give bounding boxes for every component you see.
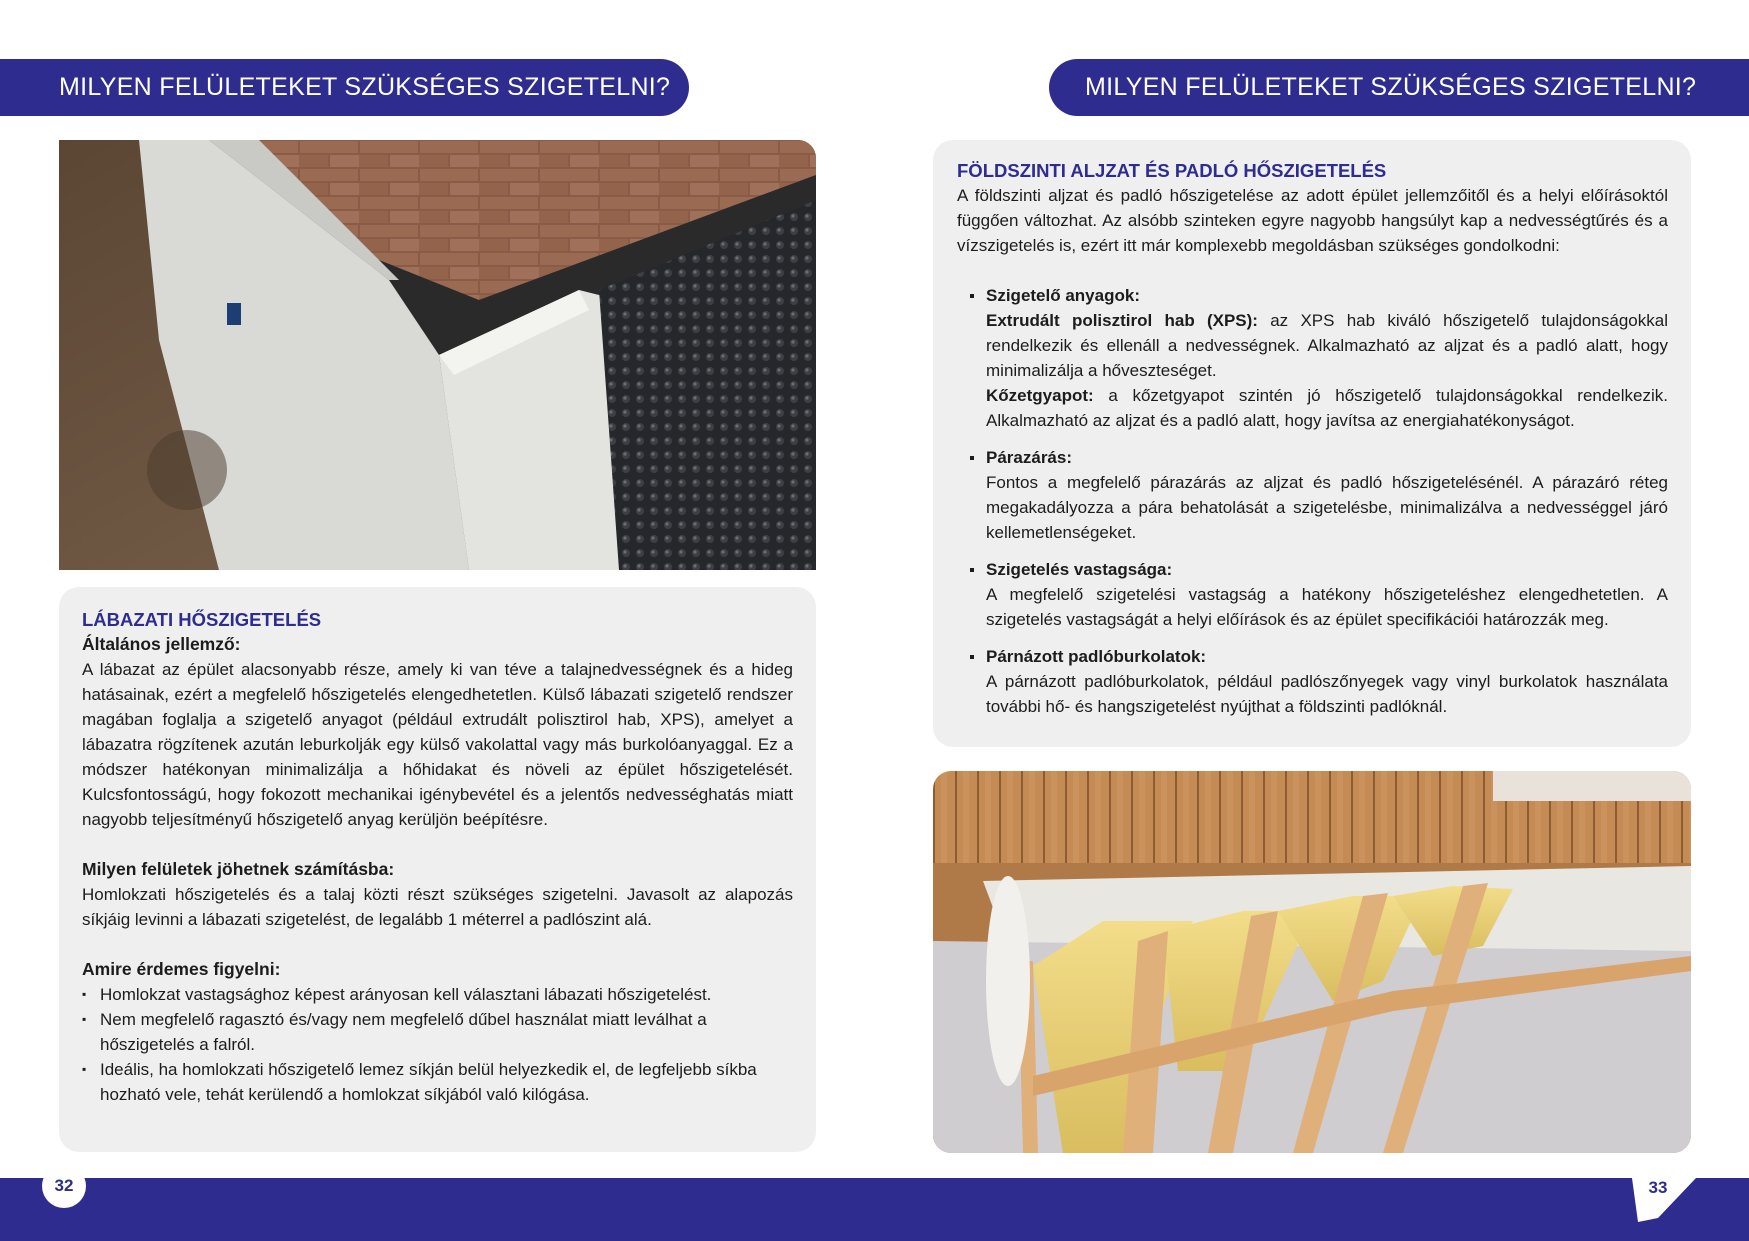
- item-heading: Szigetelés vastagsága:: [986, 560, 1173, 579]
- surfaces-heading: Milyen felületek jöhetnek számításba:: [82, 859, 395, 879]
- attention-heading: Amire érdemes figyelni:: [82, 959, 281, 979]
- basement-insulation-photo: [59, 140, 816, 570]
- xps-term: Extrudált polisztirol hab (XPS):: [986, 311, 1258, 330]
- list-item: [957, 283, 1668, 433]
- attention-list: [82, 982, 793, 1107]
- list-item: [957, 557, 1668, 632]
- item-heading: Párnázott padlóburkolatok:: [986, 647, 1207, 666]
- floor-insulation-card: [933, 140, 1691, 747]
- xps-text: az XPS hab kiváló hőszigetelő tulajdonságokkal rendelkezik és ellenáll a nedvességnek. Alkalmazható az aljzat és a padló alatt, hogy minimalizálja a hőveszteséget.: [986, 311, 1668, 380]
- plinth-insulation-card: [59, 587, 816, 1152]
- plinth-card-title: LÁBAZATI HŐSZIGETELÉS: [82, 609, 322, 630]
- general-heading: Általános jellemző:: [82, 634, 241, 654]
- item-heading: Párazárás:: [986, 448, 1073, 467]
- floor-intro: A földszinti aljzat és padló hőszigetelése az adott épület jellemzőitől és a helyi előírásoktól függően változhat. Az alsóbb szinteken egyre nagyobb hangsúlyt kap a nedvességtűrés és a vízszigetelés is, ezért itt már komplexebb megoldásban szükséges gondolkodni:: [957, 186, 1668, 255]
- floor-card-title: FÖLDSZINTI ALJZAT ÉS PADLÓ HŐSZIGETELÉS: [957, 160, 1387, 181]
- item-text: A párnázott padlóburkolatok, például padlószőnyegek vagy vinyl burkolatok használata további hő- és hangszigetelést nyújthat a földszinti padlóknál.: [986, 672, 1668, 716]
- surfaces-text: Homlokzati hőszigetelés és a talaj közti részt szükséges szigetelni. Javasolt az alapozás síkjáig levinni a lábazati szigetelést, de legalább 1 méterrel a padlószint alá.: [82, 885, 793, 929]
- list-item: ▪ Ideális, ha homlokzati hőszigetelő lemez síkján belül helyezkedik el, de legfeljebb síkba hozható vele, tehát kerülendő a homlokzat síkjából való kilógása.: [82, 1057, 793, 1107]
- list-item: ▪ Homlokzat vastagsághoz képest arányosan kell választani lábazati hőszigetelést.: [82, 982, 793, 1007]
- floor-list: [957, 283, 1668, 719]
- page-number-right: 33: [1648, 1178, 1668, 1197]
- list-item: ▪ Nem megfelelő ragasztó és/vagy nem megfelelő dűbel használat miatt leválhat a hőszigetelés a falról.: [82, 1007, 793, 1057]
- page-number-left: 32: [42, 1164, 86, 1208]
- list-item: [957, 445, 1668, 545]
- right-page-banner: [1049, 59, 1749, 116]
- list-item: [957, 644, 1668, 719]
- left-banner-title: MILYEN FELÜLETEKET SZÜKSÉGES SZIGETELNI?: [59, 73, 671, 101]
- item-text: A megfelelő szigetelési vastagság a hatékony hőszigeteléshez elengedhetetlen. A szigetelés vastagságát a helyi előírások és az épület specifikációi határozzák meg.: [986, 585, 1668, 629]
- left-page-banner: [0, 59, 689, 116]
- item-text: Fontos a megfelelő párazárás az aljzat és padló hőszigetelésénél. A párazáró réteg megakadályozza a pára behatolását a szigetelésbe, minimalizálva a nedvességgel járó kellemetlenségeket.: [986, 473, 1668, 542]
- floor-insulation-photo: [933, 771, 1691, 1153]
- rockwool-term: Kőzetgyapot:: [986, 386, 1094, 405]
- item-heading: Szigetelő anyagok:: [986, 286, 1140, 305]
- rockwool-text: a kőzetgyapot szintén jó hőszigetelő tulajdonságokkal rendelkezik. Alkalmazható az aljzat és a padló alatt, hogy javítsa az energiahatékonyságot.: [986, 386, 1668, 430]
- right-banner-title: MILYEN FELÜLETEKET SZÜKSÉGES SZIGETELNI?: [1085, 73, 1697, 101]
- footer-bar: [0, 1178, 1749, 1241]
- general-text: A lábazat az épület alacsonyabb része, amely ki van téve a talajnedvességnek és a hideg hatásainak, ezért a megfelelő hőszigetelés elengedhetetlen. Külső lábazati szigetelő rendszer magában foglalja a szigetelő anyagot (például extrudált polisztirol hab, XPS), amelyet a lábazatra rögzítenek azután leburkolják egy külső vakolattal vagy más burkolóanyaggal. Ez a módszer hatékonyan minimalizálja a hőhidakat és növeli az épület hőszigetelését. Kulcsfontosságú, hogy fokozott mechanikai igénybevétel és a jelentős nedvességhatás miatt nagyobb teljesítményű hőszigetelő anyag kerüljön beépítésre.: [82, 660, 793, 829]
